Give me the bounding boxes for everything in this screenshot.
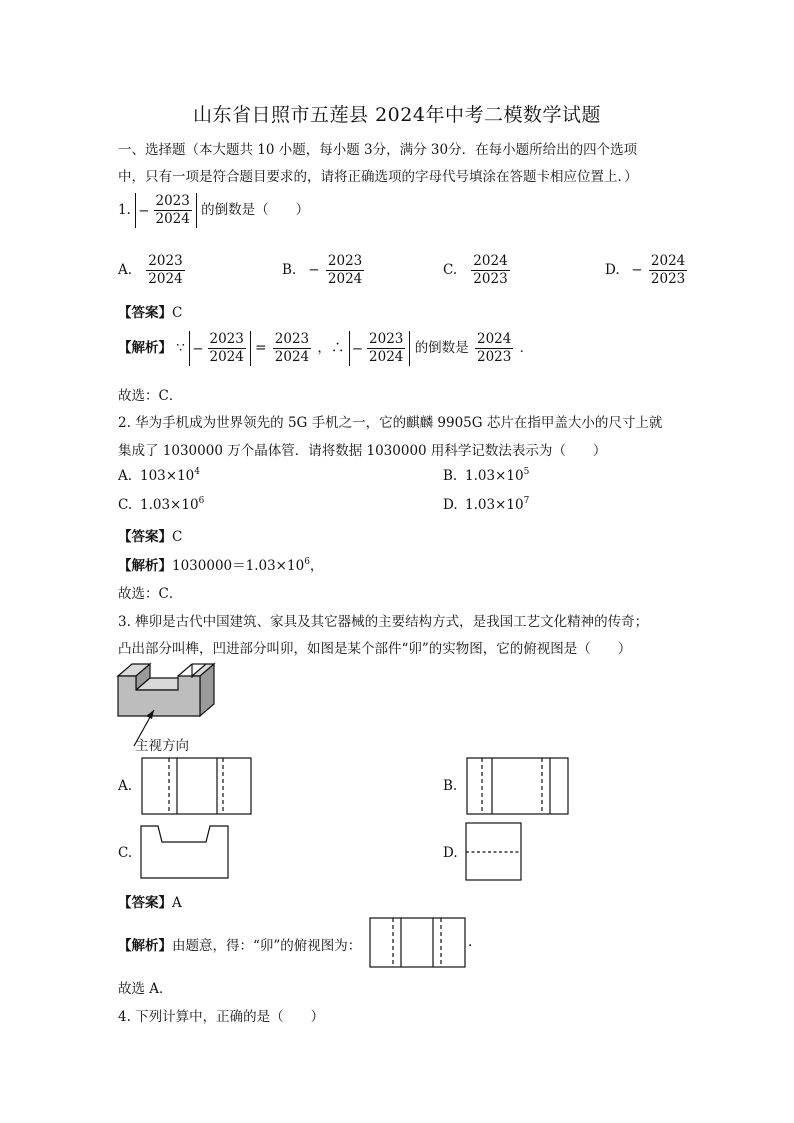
q2-option-base: 1.03×10 [465, 468, 524, 484]
analysis-den: 2024 [209, 349, 244, 365]
q2-option-exp: 6 [198, 496, 205, 506]
view-direction-label: 主视方向 [135, 738, 189, 754]
analysis-fraction [475, 331, 513, 366]
q3-stem-line1: 3. 榫卯是古代中国建筑、家具及其它器械的主要结构方式，是我国工艺文化精神的传奇； [118, 614, 649, 630]
q1-option-sign: − [631, 262, 643, 278]
q2-analysis [118, 554, 323, 574]
q3-option-c-figure [140, 822, 232, 880]
q1-stem [118, 193, 309, 228]
answer-value: C [172, 529, 183, 545]
q2-option-d [443, 496, 529, 513]
q1-option-den: 2023 [473, 271, 508, 287]
analysis-abs-1 [189, 331, 251, 366]
q1-option-label: A. [118, 262, 133, 278]
analysis-den: 2024 [369, 349, 404, 365]
q2-option-base: 1.03×10 [465, 497, 524, 513]
q3-option-d-label: D. [443, 845, 458, 861]
analysis-minus: − [192, 340, 204, 357]
analysis-base: 1030000＝1.03×10 [172, 558, 305, 574]
answer-value: C [172, 305, 183, 321]
q2-stem-line1: 2. 华为手机成为世界领先的 5G 手机之一，它的麒麟 9905G 芯片在指甲盖大小的尺寸上就 [118, 415, 663, 431]
q1-option-label: C. [443, 262, 458, 278]
analysis-fraction [208, 331, 246, 366]
page-title: 山东省日照市五莲县 2024年中考二模数学试题 [193, 104, 601, 126]
analysis-num: 2023 [369, 331, 404, 347]
q2-option-label: D. [443, 497, 458, 513]
analysis-tag: 【解析】 [118, 938, 172, 954]
analysis-tag: 【解析】 [118, 340, 172, 356]
analysis-minus: − [351, 340, 364, 357]
analysis-num: 2024 [476, 331, 512, 347]
q1-option-label: D. [605, 262, 620, 278]
q2-option-label: B. [443, 468, 458, 484]
therefore-symbol: ，∴ [317, 340, 345, 356]
analysis-fraction [367, 331, 405, 366]
q1-analysis [118, 331, 533, 366]
q3-analysis [118, 934, 361, 954]
q3-option-d-figure [465, 822, 523, 882]
analysis-tag: 【解析】 [118, 558, 172, 574]
q1-option-fraction [146, 253, 184, 288]
q3-option-a-figure [141, 757, 253, 817]
q3-conclusion: 故选 A． [118, 981, 173, 997]
q2-option-base: 1.03×10 [140, 497, 199, 513]
q3-option-c-label: C. [118, 845, 133, 861]
answer-tag: 【答案】 [118, 895, 172, 911]
q2-option-exp: 4 [194, 467, 200, 477]
q1-option-fraction [471, 253, 509, 288]
q2-stem-line2: 集成了 1030000 万个晶体管．请将数据 1030000 用科学记数法表示为（ ） [118, 443, 607, 459]
q1-option-label: B. [282, 262, 297, 278]
q1-number: 1. [118, 202, 131, 218]
q3-analysis-tail: . [468, 934, 473, 950]
analysis-den: 2024 [274, 349, 310, 365]
q3-option-a-label: A. [118, 778, 133, 794]
q1-option-num: 2024 [650, 253, 686, 269]
q1-option-fraction [649, 253, 687, 288]
q1-option-d [605, 253, 689, 288]
analysis-fraction [273, 331, 311, 366]
equals-sign: = [255, 340, 267, 356]
q1-option-c [443, 253, 512, 288]
q2-option-exp: 5 [523, 467, 530, 477]
q1-num: 2023 [155, 193, 190, 209]
analysis-tail: ， [309, 558, 324, 574]
q2-option-b [443, 467, 529, 484]
analysis-den: 2023 [476, 349, 512, 365]
analysis-text: 由题意，得：“卯”的俯视图为： [172, 938, 362, 954]
q3-option-b-label: B. [443, 778, 458, 794]
q1-option-den: 2024 [327, 271, 363, 287]
q3-stem-line2: 凸出部分叫榫，凹进部分叫卯，如图是某个部件“卯”的实物图，它的俯视图是（ ） [118, 641, 632, 657]
q1-den: 2024 [155, 211, 190, 227]
q3-option-b-figure [466, 757, 570, 817]
q1-answer [118, 301, 182, 321]
q1-option-sign: − [308, 262, 320, 278]
q2-option-c [118, 496, 204, 513]
q1-option-b [282, 253, 366, 288]
q1-minus: − [138, 202, 150, 219]
answer-value: A [172, 895, 182, 911]
analysis-exp: 6 [304, 557, 310, 567]
q2-option-exp: 7 [523, 496, 530, 506]
q3-answer [118, 891, 182, 911]
q1-option-fraction [326, 253, 364, 288]
q1-option-den: 2024 [148, 271, 183, 287]
answer-tag: 【答案】 [118, 305, 172, 321]
q2-conclusion: 故选：C． [118, 586, 183, 602]
q1-option-num: 2023 [327, 253, 363, 269]
analysis-num: 2023 [209, 331, 244, 347]
q1-fraction [154, 193, 192, 228]
q3-analysis-figure [369, 917, 468, 969]
q2-option-label: A. [118, 468, 133, 484]
q1-option-num: 2023 [148, 253, 183, 269]
section-header-line1: 一、选择题（本大题共 10 小题，每小题 3分，满分 30分．在每小题所给出的四个选项 [118, 142, 638, 158]
q1-abs-expression [135, 193, 197, 228]
q2-option-base: 103×10 [140, 468, 195, 484]
q4-stem-line1: 4. 下列计算中，正确的是（ ） [118, 1009, 325, 1025]
q1-conclusion: 故选：C． [118, 388, 183, 404]
q1-option-den: 2023 [650, 271, 686, 287]
q2-option-a [118, 467, 200, 484]
q2-answer [118, 525, 182, 545]
section-header-line2: 中，只有一项是符合题目要求的，请将正确选项的字母代号填涂在答题卡相应位置上．） [118, 169, 638, 185]
period: ． [519, 340, 534, 356]
analysis-abs-2 [349, 331, 411, 366]
analysis-text: 的倒数是 [414, 340, 469, 356]
q1-option-a [118, 253, 187, 288]
q1-stem-tail: 的倒数是（ ） [201, 202, 310, 218]
because-symbol: ∵ [176, 340, 185, 356]
q2-option-label: C. [118, 497, 133, 513]
answer-tag: 【答案】 [118, 529, 172, 545]
q1-option-num: 2024 [473, 253, 508, 269]
analysis-num: 2023 [274, 331, 310, 347]
